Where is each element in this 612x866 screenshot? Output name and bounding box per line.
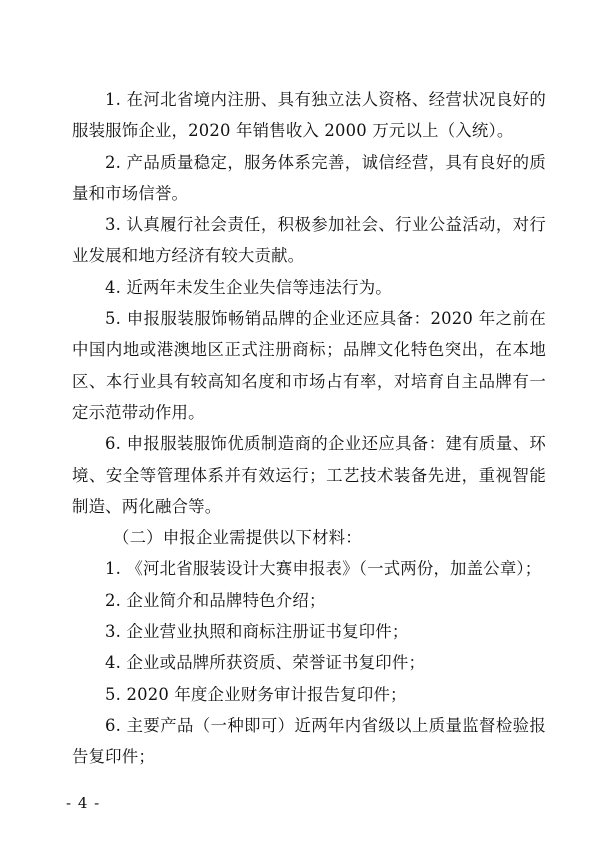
requirement-paragraph-1: 1. 在河北省境内注册、具有独立法人资格、经营状况良好的服装服饰企业，2020 年销售收入 2000 万元以上（入统）。	[72, 90, 546, 141]
requirement-paragraph-5: 5. 申报服装服饰畅销品牌的企业还应具备：2020 年之前在中国内地或港澳地区正式注册商标；品牌文化特色突出，在本地区、本行业具有较高知名度和市场占有率，对培育自主品牌有一定示范带动作用。	[72, 309, 546, 422]
document-body	[72, 84, 546, 773]
material-item-3: 3. 企业营业执照和商标注册证书复印件；	[105, 622, 409, 642]
requirement-paragraph-2: 2. 产品质量稳定，服务体系完善，诚信经营，具有良好的质量和市场信誉。	[72, 152, 546, 203]
material-item-1: 1. 《河北省服装设计大赛申报表》（一式两份，加盖公章）；	[105, 559, 542, 579]
requirement-paragraph-6: 6. 申报服装服饰优质制造商的企业还应具备：建有质量、环境、安全等管理体系并有效运行；工艺技术装备先进，重视智能制造、两化融合等。	[72, 434, 546, 516]
material-item-4: 4. 企业或品牌所获资质、荣誉证书复印件；	[105, 653, 426, 673]
section-heading-materials: （二）申报企业需提供以下材料：	[113, 528, 362, 548]
page-number: - 4 -	[66, 794, 101, 812]
requirement-paragraph-3: 3. 认真履行社会责任，积极参加社会、行业公益活动，对行业发展和地方经济有较大贡献。	[72, 215, 546, 266]
material-item-2: 2. 企业简介和品牌特色介绍；	[105, 590, 326, 610]
requirement-paragraph-4: 4. 近两年未发生企业失信等违法行为。	[105, 277, 392, 297]
material-item-5: 5. 2020 年度企业财务审计报告复印件；	[105, 684, 407, 704]
material-item-6: 6. 主要产品（一种即可）近两年内省级以上质量监督检验报告复印件；	[72, 715, 546, 767]
